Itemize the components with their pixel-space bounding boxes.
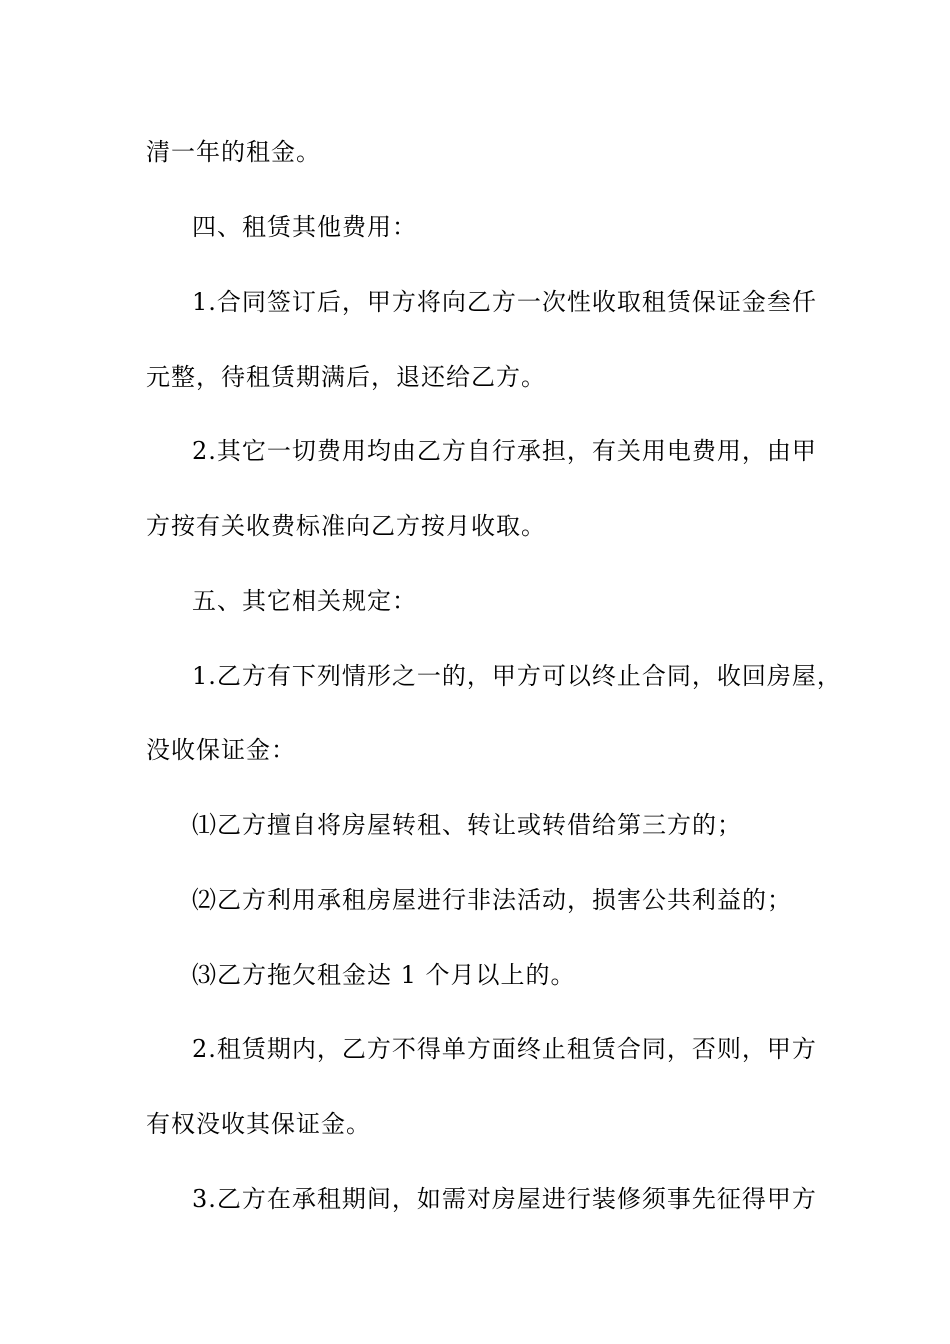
text-line: 2.租赁期内，乙方不得单方面终止租赁合同，否则，甲方 (192, 1035, 817, 1063)
text-line: 清一年的租金。 (146, 138, 321, 166)
list-item: ⑵乙方利用承租房屋进行非法活动，损害公共利益的； (192, 886, 792, 914)
text-line: 1.合同签订后，甲方将向乙方一次性收取租赁保证金叁仟 (192, 288, 817, 316)
text-line: 3.乙方在承租期间，如需对房屋进行装修须事先征得甲方 (192, 1185, 817, 1213)
text-line: 方按有关收费标准向乙方按月收取。 (146, 512, 546, 540)
text-line: 有权没收其保证金。 (146, 1110, 371, 1138)
text-line: 1.乙方有下列情形之一的，甲方可以终止合同，收回房屋， (192, 662, 842, 690)
section-heading-other-rules: 五、其它相关规定： (192, 587, 417, 615)
section-heading-other-fees: 四、租赁其他费用： (192, 213, 417, 241)
text-line: 元整，待租赁期满后，退还给乙方。 (146, 363, 546, 391)
list-item: ⑶乙方拖欠租金达 1 个月以上的。 (192, 961, 576, 989)
text-line: 2.其它一切费用均由乙方自行承担，有关用电费用，由甲 (192, 437, 817, 465)
text-line: 没收保证金： (146, 736, 296, 764)
list-item: ⑴乙方擅自将房屋转租、转让或转借给第三方的； (192, 811, 742, 839)
